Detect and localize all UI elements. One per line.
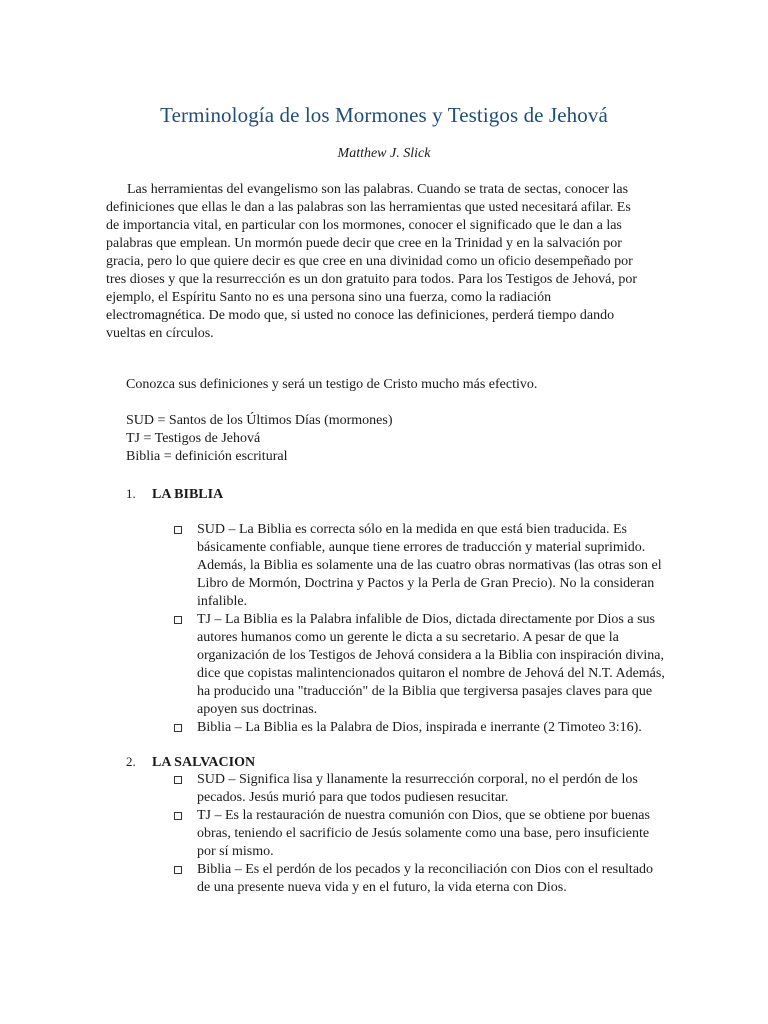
list-item-text: TJ – La Biblia es la Palabra infalible de Dios, dictada directamente por Dios a sus autores humanos como un gerente le dicta a su secretario. A pesar de que la organización de los Testigos de Jehová considera a la Biblia con inspiración divina, dice que copistas malintencionados quitaron el nombre de Jehová del N.T. Además, ha producido una "traducción" de la Biblia que tergiversa pasajes claves para que apoyen sus doctrinas.: [197, 612, 665, 717]
checkbox-bullet-icon: [174, 866, 182, 874]
section-number: 1.: [126, 486, 136, 501]
checkbox-bullet-icon: [174, 776, 182, 784]
definition-sud: SUD = Santos de los Últimos Días (mormones): [126, 413, 393, 428]
list-item-text: SUD – La Biblia es correcta sólo en la medida en que está bien traducida. Es básicamente confiable, aunque tiene errores de traducción y material suprimido. Además, la Biblia es solamente una de las cuatro obras normativas (las otras son el Libro de Mormón, Doctrina y Pactos y la Perla de Gran Precio). No la consideran infalible.: [197, 522, 662, 609]
list-item-text: Biblia – Es el perdón de los pecados y la reconciliación con Dios con el resultado de una presente nueva vida y en el futuro, la vida eterna con Dios.: [197, 862, 654, 895]
list-item: [173, 521, 665, 611]
list-item-text: Biblia – La Biblia es la Palabra de Dios, inspirada e inerrante (2 Timoteo 3:16).: [197, 720, 642, 735]
document-author: Matthew J. Slick: [337, 146, 431, 161]
list-item: [173, 807, 665, 861]
list-item: [173, 861, 665, 897]
document-title: Terminología de los Mormones y Testigos de Jehová: [160, 103, 608, 127]
list-item-text: SUD – Significa lisa y llanamente la resurrección corporal, no el perdón de los pecados. Jesús murió para que todos pudiesen resucitar.: [197, 772, 638, 805]
list-item-text: TJ – Es la restauración de nuestra comunión con Dios, que se obtiene por buenas obras, teniendo el sacrificio de Jesús solamente como una base, pero insuficiente por sí mismo.: [197, 808, 650, 859]
list-item: [173, 611, 665, 719]
checkbox-bullet-icon: [174, 616, 182, 624]
section-heading-la-biblia: [126, 485, 223, 504]
list-item: [173, 771, 665, 807]
intro-paragraph: Las herramientas del evangelismo son las palabras. Cuando se trata de sectas, conocer las definiciones que ellas le dan a las palabras son las herramientas que usted necesitará afilar. Es de importancia vital, en particular con los mormones, conocer el significado que le dan a las palabras que emplean. Un mormón puede decir que cree en la Trinidad y en la salvación por gracia, pero lo que quiere decir es que cree en una divinidad como un oficio desempeñado por tres dioses y que la resurrección es un don gratuito para todos. Para los Testigos de Jehová, por ejemplo, el Espíritu Santo no es una persona sino una fuerza, como la radiación electromagnética. De modo que, si usted no conoce las definiciones, perderá tiempo dando vueltas en círculos.: [106, 182, 638, 341]
definition-biblia: Biblia = definición escritural: [126, 449, 288, 464]
lead-paragraph: Conozca sus definiciones y será un testigo de Cristo mucho más efectivo.: [126, 377, 538, 392]
checkbox-bullet-icon: [174, 812, 182, 820]
section-number: 2.: [126, 754, 136, 769]
section-title: LA BIBLIA: [152, 487, 224, 502]
checkbox-bullet-icon: [174, 724, 182, 732]
section-items-la-biblia: [173, 521, 665, 737]
list-item: [173, 719, 665, 737]
checkbox-bullet-icon: [174, 526, 182, 534]
definitions-list: [126, 412, 393, 466]
definition-tj: TJ = Testigos de Jehová: [126, 431, 261, 446]
section-items-la-salvacion: [173, 771, 665, 897]
section-title: LA SALVACION: [152, 755, 256, 770]
section-heading-la-salvacion: [126, 753, 255, 772]
